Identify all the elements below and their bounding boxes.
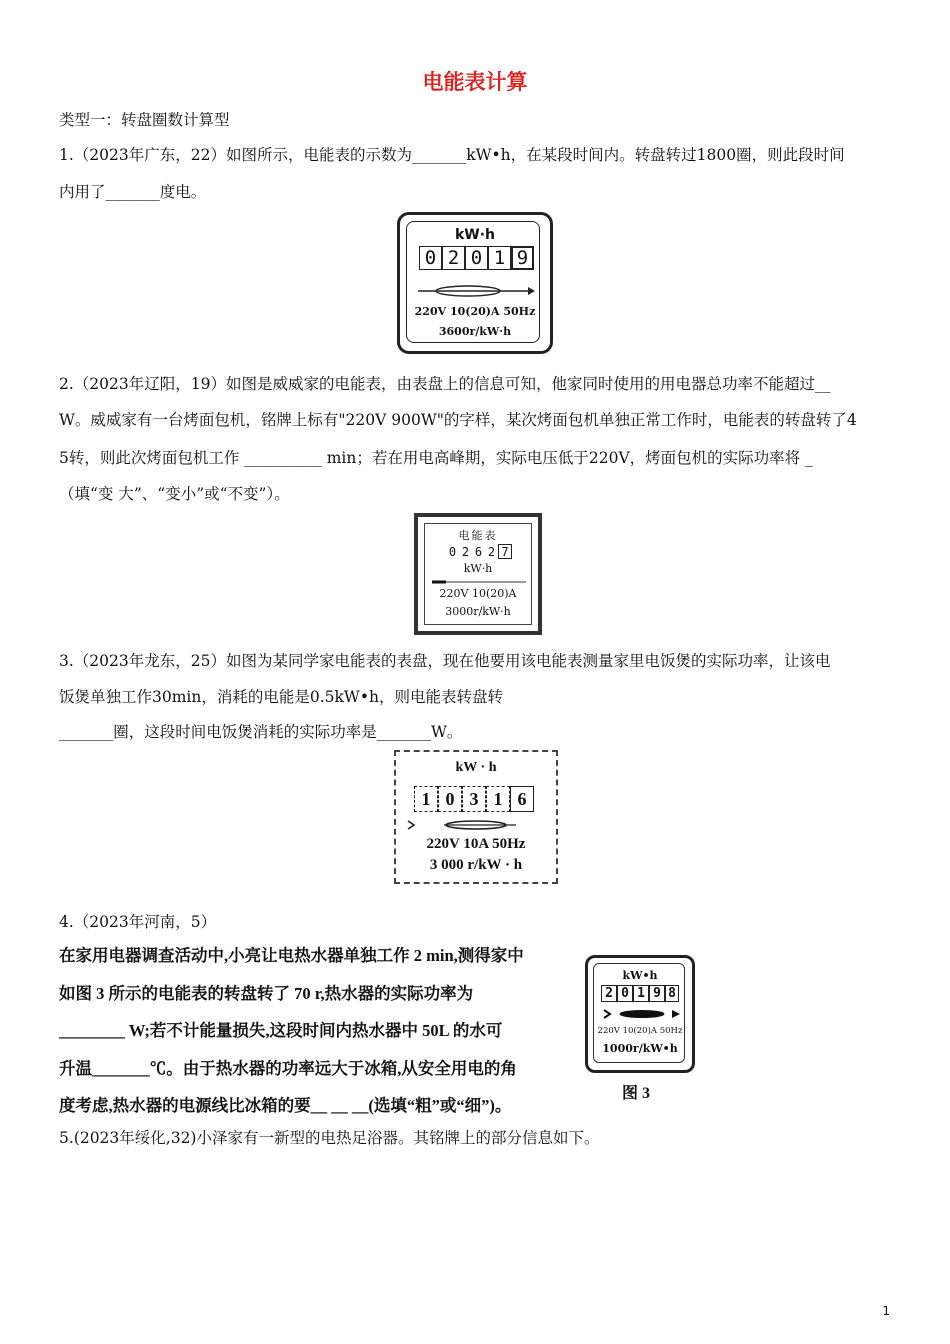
q1-text-line-2: 内用了_______度电。 — [59, 183, 207, 201]
q1-meter-rev: 3600r/kW·h — [438, 325, 512, 338]
q1-rotor-arrow-icon — [416, 283, 536, 299]
q3-digit: 1 — [486, 786, 510, 812]
q3-rotor-arrow-icon — [406, 818, 546, 832]
q3-digit: 3 — [462, 786, 486, 812]
q3-meter-unit: kW · h — [455, 760, 497, 775]
q2-meter-label: 电能表 — [458, 529, 498, 542]
section-heading: 类型一：转盘圈数计算型 — [59, 111, 230, 129]
q1-meter-spec: 220V 10(20)A 50Hz — [414, 305, 536, 318]
q1-meter-figure — [397, 212, 553, 354]
q3-meter-rev: 3 000 r/kW · h — [429, 857, 523, 873]
q4-digit: 9 — [649, 985, 665, 1002]
q3-text-line-3: _______圈，这段时间电饭煲消耗的实际功率是_______W。 — [59, 723, 463, 741]
q4-meter-digits — [601, 985, 679, 1002]
q2-digit: 0 — [448, 544, 457, 559]
q4-text-line-4: 升温_______℃。由于热水器的功率远大于冰箱,从安全用电的角 — [59, 1059, 517, 1078]
q1-digit: 0 — [419, 246, 442, 270]
q4-text-line-2: 如图 3 所示的电能表的转盘转了 70 r,热水器的实际功率为 — [59, 984, 474, 1003]
q2-rotor-line-icon — [432, 579, 526, 585]
q2-text-line-1: 2.（2023年辽阳，19）如图是威威家的电能表，由表盘上的信息可知，他家同时使用的用电器总功率不能超过__ — [59, 375, 831, 393]
q4-text-line-3: ________ W;若不计能量损失,这段时间内热水器中 50L 的水可 — [59, 1021, 503, 1040]
q2-text-line-4: （填“变 大”、“变小”或“不变”）。 — [59, 485, 290, 503]
q3-digit: 0 — [438, 786, 462, 812]
q1-text-line-1: 1.（2023年广东，22）如图所示，电能表的示数为_______kW•h，在某段时间内。转盘转过1800圈，则此段时间 — [59, 146, 845, 164]
page-number: 1 — [882, 1304, 890, 1318]
q4-header: 4.（2023年河南，5） — [59, 913, 217, 931]
q3-meter-figure — [394, 750, 558, 884]
q2-digit: 2 — [461, 544, 470, 559]
q1-meter-digits — [419, 246, 534, 270]
q4-figure-caption: 图 3 — [622, 1085, 651, 1102]
q2-meter-figure — [414, 513, 542, 635]
q3-digit-last: 6 — [510, 786, 534, 812]
q3-meter-digits — [414, 786, 534, 812]
q1-meter-unit: kW·h — [454, 227, 496, 243]
q4-digit: 2 — [601, 985, 617, 1002]
q1-digit: 0 — [465, 246, 488, 270]
q3-text-line-2: 饭煲单独工作30min，消耗的电能是0.5kW•h，则电能表转盘转 — [59, 688, 503, 706]
q2-digit-last: 7 — [498, 544, 512, 559]
page-title: 电能表计算 — [422, 69, 528, 94]
q4-digit: 0 — [617, 985, 633, 1002]
q4-meter-rev: 1000r/kW•h — [602, 1042, 678, 1055]
q4-meter-spec: 220V 10(20)A 50Hz — [597, 1026, 683, 1036]
q2-digit: 6 — [474, 544, 483, 559]
q4-text-line-5: 度考虑,热水器的电源线比冰箱的要__ __ __(选填“粗”或“细”)。 — [59, 1096, 512, 1115]
q2-meter-unit: kW·h — [463, 562, 493, 575]
q2-meter-rev: 3000r/kW·h — [445, 605, 511, 618]
q2-digit: 2 — [487, 544, 496, 559]
q4-rotor-arrow-icon — [602, 1008, 682, 1020]
q3-meter-spec: 220V 10A 50Hz — [426, 836, 526, 852]
q2-text-line-2: W。威威家有一台烤面包机，铭牌上标有"220V 900W"的字样，某次烤面包机单独正常工作时，电能表的转盘转了4 — [59, 411, 857, 429]
q4-digit: 1 — [633, 985, 649, 1002]
q4-digit-last: 8 — [665, 985, 679, 1002]
q1-digit-red: 9 — [511, 246, 534, 270]
q5-text-line-1: 5.(2023年绥化,32)小泽家有一新型的电热足浴器。其铭牌上的部分信息如下。 — [59, 1129, 600, 1147]
q1-digit: 2 — [442, 246, 465, 270]
q2-meter-spec: 220V 10(20)A — [439, 587, 517, 600]
q4-meter-figure — [585, 955, 695, 1073]
q3-digit: 1 — [414, 786, 438, 812]
q1-digit: 1 — [488, 246, 511, 270]
q4-meter-unit: kW•h — [622, 969, 658, 982]
q3-text-line-1: 3.（2023年龙东，25）如图为某同学家电能表的表盘，现在他要用该电能表测量家里电饭煲的实际功率，让该电 — [59, 652, 831, 670]
q4-text-line-1: 在家用电器调查活动中,小亮让电热水器单独工作 2 min,测得家中 — [59, 946, 524, 965]
q2-text-line-3: 5转，则此次烤面包机工作 __________ min；若在用电高峰期，实际电压低于220V，烤面包机的实际功率将 _ — [59, 449, 813, 467]
q2-meter-digits — [446, 544, 512, 559]
